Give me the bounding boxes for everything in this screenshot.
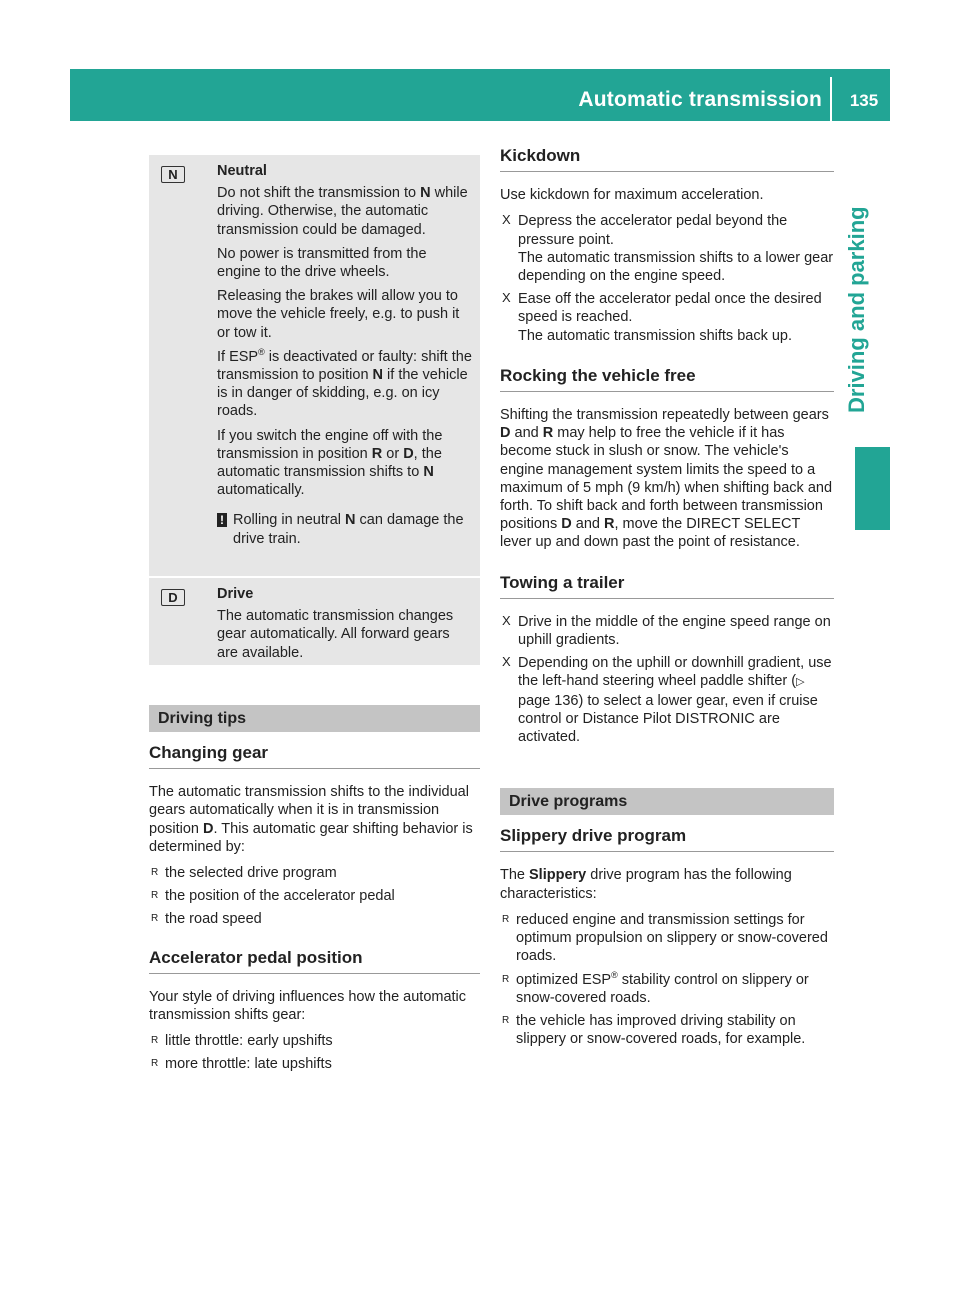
kickdown-heading: Kickdown bbox=[500, 147, 834, 172]
action-step: X Depress the accelerator pedal beyond the pressure point. The automatic transmission shifts to a lower gear depending on the engine speed. bbox=[502, 212, 834, 285]
list-item: R optimized ESP® stability control on slippery or snow-covered roads. bbox=[502, 969, 809, 1006]
neutral-text-4: If ESP® is deactivated or faulty: shift the transmission to position N if the vehicle is in danger of skidding, e.g. on icy roads. bbox=[217, 347, 472, 420]
list-item: R little throttle: early upshifts bbox=[151, 1033, 333, 1050]
bullet-icon: R bbox=[502, 913, 510, 925]
neutral-warning: ! Rolling in neutral N can damage the drive train. bbox=[217, 511, 474, 547]
page-header bbox=[70, 69, 890, 121]
list-item: R reduced engine and transmission settings for optimum propulsion on slippery or snow-covered roads. bbox=[502, 911, 828, 965]
drive-key-icon: D bbox=[161, 589, 185, 606]
neutral-text-2: No power is transmitted from the engine to the drive wheels. bbox=[217, 245, 427, 281]
gear-row-drive bbox=[149, 576, 480, 665]
action-step: X Drive in the middle of the engine speed range on uphill gradients. bbox=[502, 612, 831, 649]
neutral-text-3: Releasing the brakes will allow you to move the vehicle freely, e.g. to push it or tow it. bbox=[217, 288, 460, 341]
neutral-text-1: Do not shift the transmission to N while driving. Otherwise, the automatic transmission could be damaged. bbox=[217, 185, 468, 238]
bullet-icon: R bbox=[151, 1058, 159, 1070]
header-title: Automatic transmission bbox=[578, 88, 822, 111]
neutral-key-icon: N bbox=[161, 166, 185, 183]
right-column bbox=[500, 147, 834, 1048]
action-arrow-icon: X bbox=[502, 612, 511, 628]
action-arrow-icon: X bbox=[502, 290, 511, 306]
action-arrow-icon: X bbox=[502, 654, 511, 670]
bullet-icon: R bbox=[151, 890, 159, 902]
slippery-heading: Slippery drive program bbox=[500, 827, 834, 852]
towing-heading: Towing a trailer bbox=[500, 574, 834, 599]
bullet-icon: R bbox=[151, 913, 159, 925]
page-number: 135 bbox=[849, 91, 879, 110]
action-step: X Depending on the uphill or downhill gradient, use the left-hand steering wheel paddle shifter (▷ page 136) to select a lower gear, even if cruise control or Distance Pilot DISTRONIC are activated. bbox=[502, 654, 832, 746]
side-tab-marker bbox=[855, 447, 890, 530]
bullet-icon: R bbox=[151, 1035, 159, 1047]
changing-gear-text: The automatic transmission shifts to the individual gears automatically when it is in transmission position D. This automatic gear shifting behavior is determined by: bbox=[149, 784, 473, 855]
driving-tips-bar: Driving tips bbox=[149, 705, 480, 732]
bullet-icon: R bbox=[151, 867, 159, 879]
gear-row-neutral bbox=[149, 155, 480, 576]
neutral-text-5: If you switch the engine off with the transmission in position R or D, the automatic transmission shifts to N automatically. bbox=[217, 427, 443, 499]
accelerator-heading: Accelerator pedal position bbox=[149, 949, 480, 974]
bullet-icon: R bbox=[502, 973, 510, 985]
side-tab-label: Driving and parking bbox=[844, 206, 869, 413]
drive-heading: Drive bbox=[217, 586, 254, 602]
changing-gear-heading: Changing gear bbox=[149, 744, 480, 769]
action-step: X Ease off the accelerator pedal once the desired speed is reached. The automatic transmission shifts back up. bbox=[502, 290, 822, 344]
list-item: R the position of the accelerator pedal bbox=[151, 888, 395, 905]
list-item: R more throttle: late upshifts bbox=[151, 1056, 332, 1073]
slippery-text: The Slippery drive program has the following characteristics: bbox=[500, 867, 792, 902]
page-ref-icon: ▷ bbox=[796, 676, 805, 689]
list-item: R the selected drive program bbox=[151, 865, 337, 882]
action-arrow-icon: X bbox=[502, 212, 511, 228]
header-divider bbox=[830, 77, 832, 121]
left-column bbox=[149, 155, 480, 1074]
list-item: R the road speed bbox=[151, 911, 262, 928]
drive-programs-bar: Drive programs bbox=[500, 788, 834, 815]
kickdown-text: Use kickdown for maximum acceleration. bbox=[500, 187, 764, 204]
warning-icon: ! bbox=[217, 513, 227, 527]
rocking-heading: Rocking the vehicle free bbox=[500, 367, 834, 392]
rocking-text: Shifting the transmission repeatedly between gears D and R may help to free the vehicle if it has become stuck in slush or snow. The vehicle's engine management system limits the speed to a maximum of 5 mph (9 km/h) when shifting back and forth. To shift back and forth between transmission positions D and R, move the DIRECT SELECT lever up and down past the point of resistance. bbox=[500, 407, 833, 551]
list-item: R the vehicle has improved driving stability on slippery or snow-covered roads, for example. bbox=[502, 1012, 806, 1048]
bullet-icon: R bbox=[502, 1014, 510, 1026]
drive-text: The automatic transmission changes gear automatically. All forward gears are available. bbox=[217, 608, 454, 661]
neutral-heading: Neutral bbox=[217, 163, 267, 179]
accelerator-text: Your style of driving influences how the automatic transmission shifts gear: bbox=[149, 988, 467, 1024]
gear-table bbox=[149, 155, 480, 665]
